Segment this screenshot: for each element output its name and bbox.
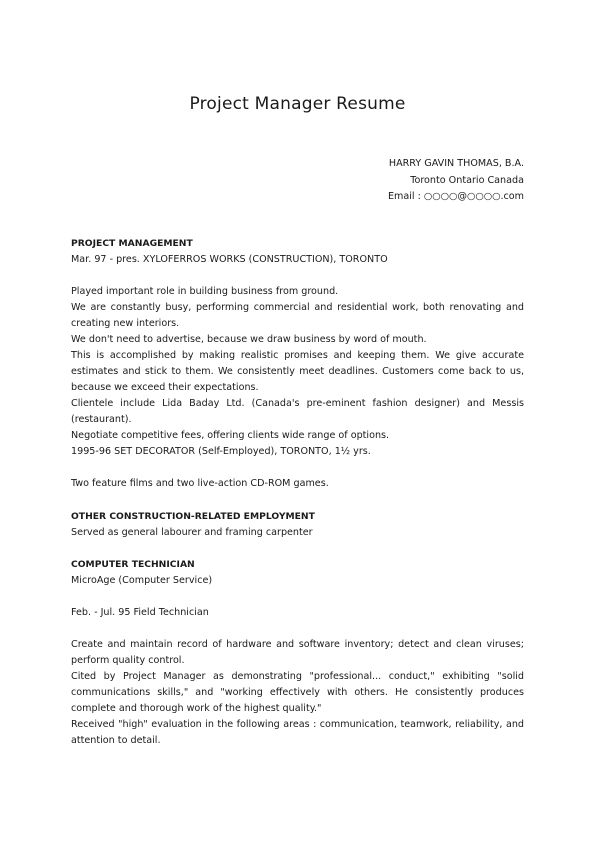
contact-name: HARRY GAVIN THOMAS, B.A. xyxy=(388,158,524,169)
section-project-management xyxy=(71,236,524,492)
job-title-line: Feb. - Jul. 95 Field Technician xyxy=(71,607,209,618)
paragraph: Played important role in building business from ground. xyxy=(71,286,339,297)
contact-block xyxy=(388,156,524,206)
section-heading: COMPUTER TECHNICIAN xyxy=(71,559,195,570)
contact-email: Email : ○○○○@○○○○.com xyxy=(387,191,524,202)
paragraph: Cited by Project Manager as demonstrating "professional... conduct," exhibiting "solid communications skills," and "working effectively with others. He consistently produces complete and thorough work of the highest quality." xyxy=(71,671,524,714)
paragraph: Clientele include Lida Baday Ltd. (Canada's pre-eminent fashion designer) and Messis (restaurant). xyxy=(71,398,524,425)
section-other-construction xyxy=(71,509,524,541)
paragraph: Received "high" evaluation in the following areas : communication, teamwork, reliability, and attention to detail. xyxy=(71,719,524,746)
employment-line: MicroAge (Computer Service) xyxy=(71,575,213,586)
contact-location: Toronto Ontario Canada xyxy=(410,174,524,186)
paragraph: Create and maintain record of hardware and software inventory; detect and clean viruses; perform quality control. xyxy=(71,639,524,666)
paragraph: This is accomplished by making realistic promises and keeping them. We give accurate estimates and stick to them. We consistently meet deadlines. Customers come back to us, because we exceed their expectations. xyxy=(71,350,524,393)
paragraph: Two feature films and two live-action CD-ROM games. xyxy=(71,478,329,489)
section-heading: OTHER CONSTRUCTION-RELATED EMPLOYMENT xyxy=(71,511,315,522)
page-title: Project Manager Resume xyxy=(189,94,406,114)
employment-line: Mar. 97 - pres. XYLOFERROS WORKS (CONSTRUCTION), TORONTO xyxy=(71,254,388,265)
paragraph: We don't need to advertise, because we draw business by word of mouth. xyxy=(71,334,427,345)
employment-line: Served as general labourer and framing carpenter xyxy=(71,527,313,538)
section-computer-technician xyxy=(71,557,524,749)
paragraph: We are constantly busy, performing commercial and residential work, both renovating and creating new interiors. xyxy=(71,302,524,329)
paragraph: Negotiate competitive fees, offering clients wide range of options. xyxy=(71,430,390,441)
paragraph: 1995-96 SET DECORATOR (Self-Employed), TORONTO, 1½ yrs. xyxy=(71,446,371,457)
section-heading: PROJECT MANAGEMENT xyxy=(71,238,193,249)
